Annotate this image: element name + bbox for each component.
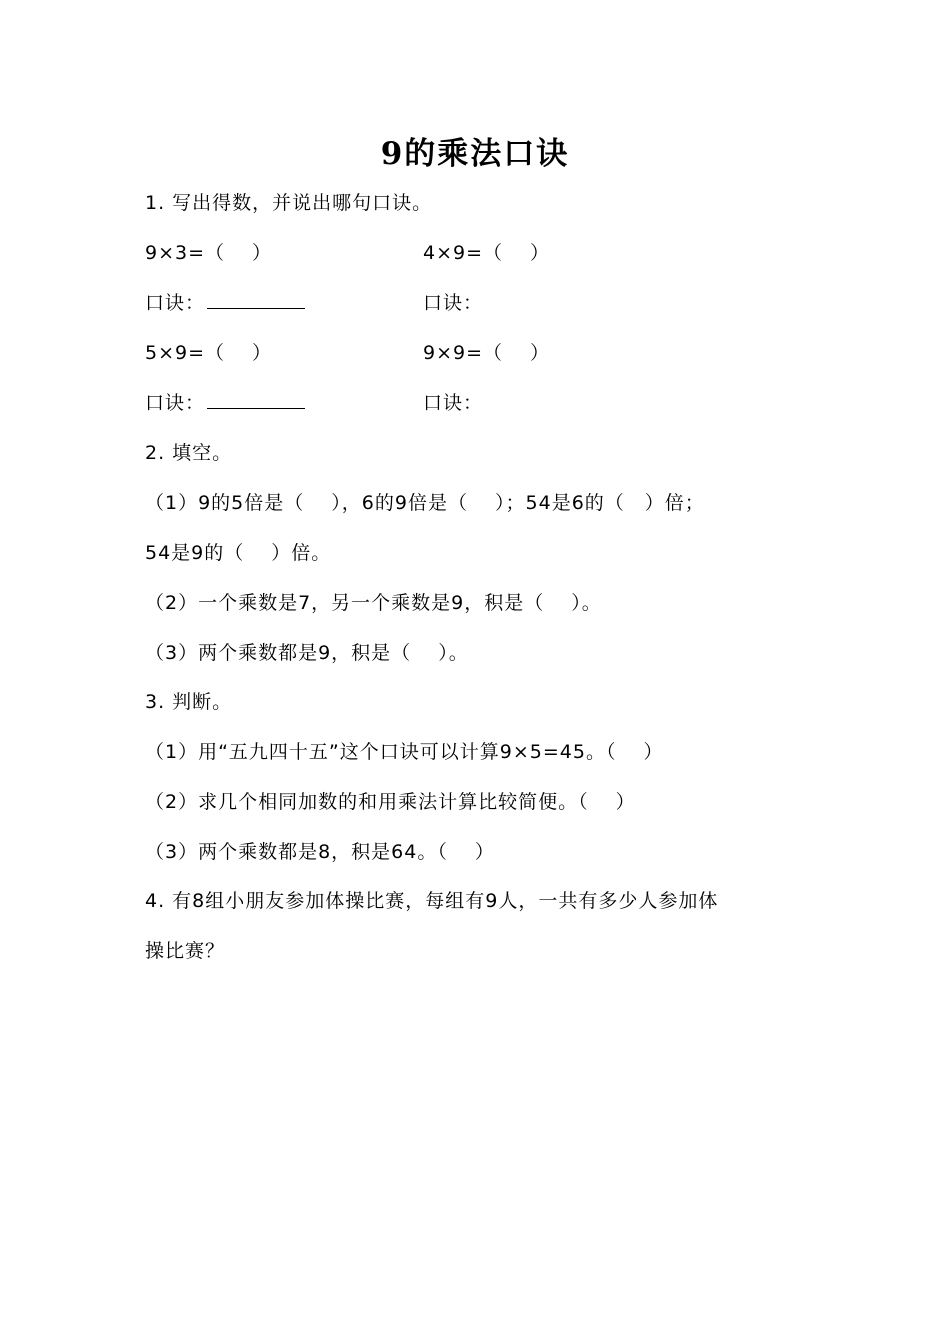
q2-item-1: （1）9的5倍是（ ），6的9倍是（ ）；54是6的（ ）倍；	[145, 492, 705, 514]
q3-item-1: （1）用“五九四十五”这个口诀可以计算9×5=45。（ ）	[145, 741, 664, 763]
mnemonic-label: 口诀：	[145, 292, 206, 314]
mnemonic-label: 口诀：	[145, 392, 206, 414]
q1-row3-left: 5×9=（ ）	[145, 342, 273, 364]
q1-heading: 1. 写出得数，并说出哪句口诀。	[145, 192, 433, 214]
q1-row1-right: 4×9=（ ）	[423, 242, 551, 264]
q1-row4-left	[145, 388, 305, 415]
q4-line-2: 操比赛？	[145, 940, 226, 962]
q1-row2-left	[145, 288, 305, 315]
q3-heading: 3. 判断。	[145, 691, 233, 713]
q1-row4-right: 口诀：	[423, 392, 484, 414]
q4-line-1: 4. 有8组小朋友参加体操比赛，每组有9人，一共有多少人参加体	[145, 890, 719, 912]
q2-heading: 2. 填空。	[145, 442, 233, 464]
q2-item-2: （2）一个乘数是7，另一个乘数是9，积是（ ）。	[145, 592, 602, 614]
answer-blank[interactable]	[207, 394, 305, 409]
answer-blank[interactable]	[207, 294, 305, 309]
q1-row2-right: 口诀：	[423, 292, 484, 314]
q2-item-3: （3）两个乘数都是9，积是（ ）。	[145, 642, 469, 664]
q3-item-3: （3）两个乘数都是8，积是64。（ ）	[145, 841, 495, 863]
q1-row1-left: 9×3=（ ）	[145, 242, 273, 264]
q1-row3-right: 9×9=（ ）	[423, 342, 551, 364]
q2-item-1-cont: 54是9的（ ）倍。	[145, 542, 332, 564]
page-title: 9的乘法口诀	[380, 136, 570, 172]
q3-item-2: （2）求几个相同加数的和用乘法计算比较简便。（ ）	[145, 791, 636, 813]
